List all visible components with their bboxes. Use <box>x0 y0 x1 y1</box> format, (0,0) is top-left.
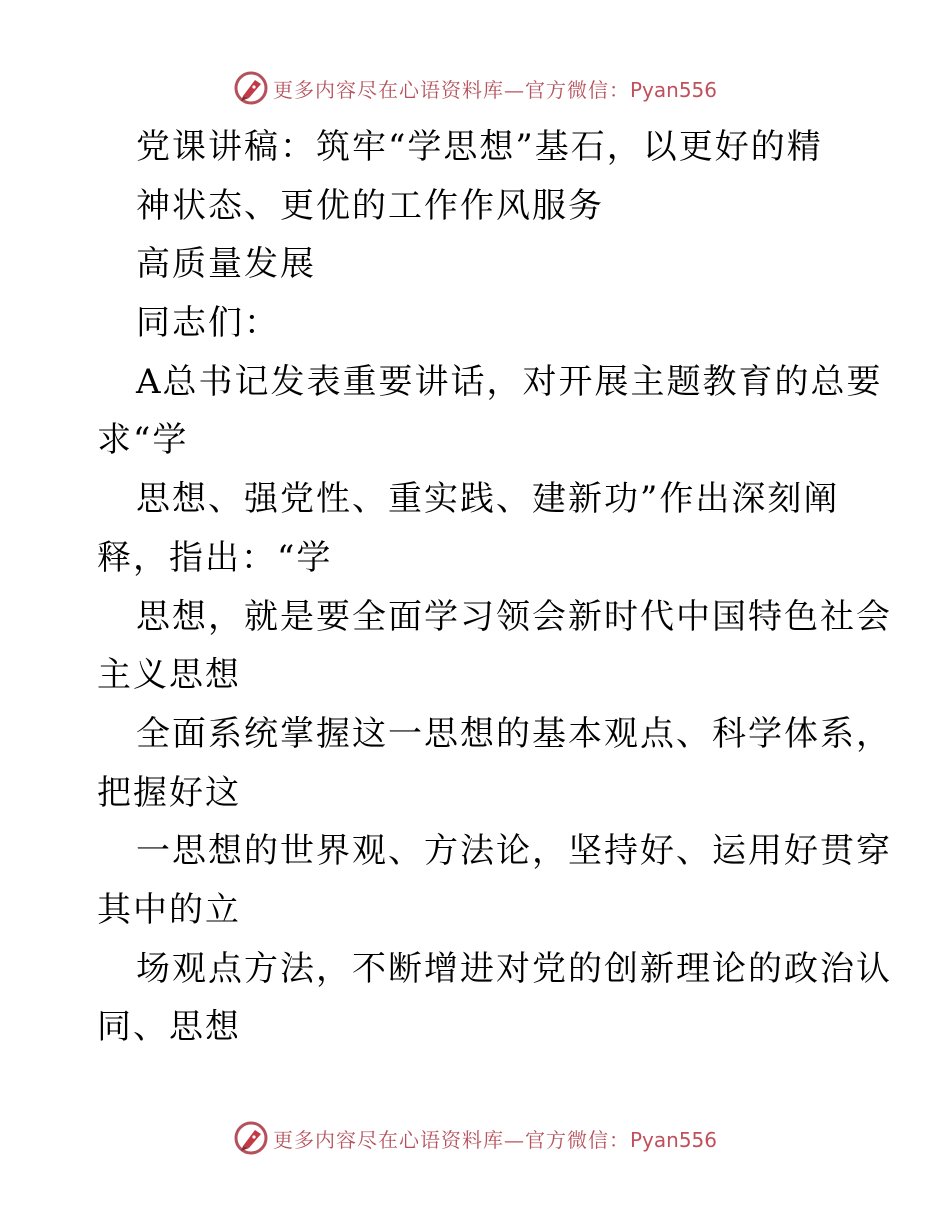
text-line: 其中的立 <box>97 889 241 930</box>
text-line: 神状态、更优的工作作风服务 <box>136 185 604 226</box>
watermark-slogan: 更多内容尽在心语资料库—官方微信： <box>272 1127 630 1152</box>
text-line: 全面系统掌握这一思想的基本观点、科学体系， <box>136 713 892 754</box>
text-line: 求“学 <box>97 420 189 461</box>
watermark-wechat-id: Pyan556 <box>629 77 717 102</box>
text-line: 思想、强党性、重实践、建新功”作出深刻阐 <box>136 479 840 520</box>
watermark-text <box>273 1124 717 1153</box>
text-line: 同志们： <box>136 303 280 344</box>
watermark-text <box>273 74 717 103</box>
text-line: 释，指出：“学 <box>97 537 333 578</box>
pen-nib-logo-icon <box>233 70 269 106</box>
text-line: 把握好这 <box>97 772 241 813</box>
text-line: 党课讲稿：筑牢“学思想”基石，以更好的精 <box>136 127 823 167</box>
text-line: 主义思想 <box>97 655 241 696</box>
watermark-slogan: 更多内容尽在心语资料库—官方微信： <box>272 77 630 102</box>
text-line: 同、思想 <box>97 1007 241 1048</box>
text-line: 一思想的世界观、方法论，坚持好、运用好贯穿 <box>136 831 892 872</box>
watermark-wechat-id: Pyan556 <box>629 1127 717 1152</box>
pen-nib-logo-icon <box>233 1120 269 1156</box>
text-line: 场观点方法，不断增进对党的创新理论的政治认 <box>136 948 892 989</box>
header-watermark <box>0 68 950 108</box>
text-line: A总书记发表重要讲话，对开展主题教育的总要 <box>136 361 883 402</box>
document-body <box>97 118 892 1057</box>
text-line: 思想，就是要全面学习领会新时代中国特色社会 <box>136 596 892 637</box>
text-line: 高质量发展 <box>136 244 316 285</box>
footer-watermark <box>0 1118 950 1158</box>
